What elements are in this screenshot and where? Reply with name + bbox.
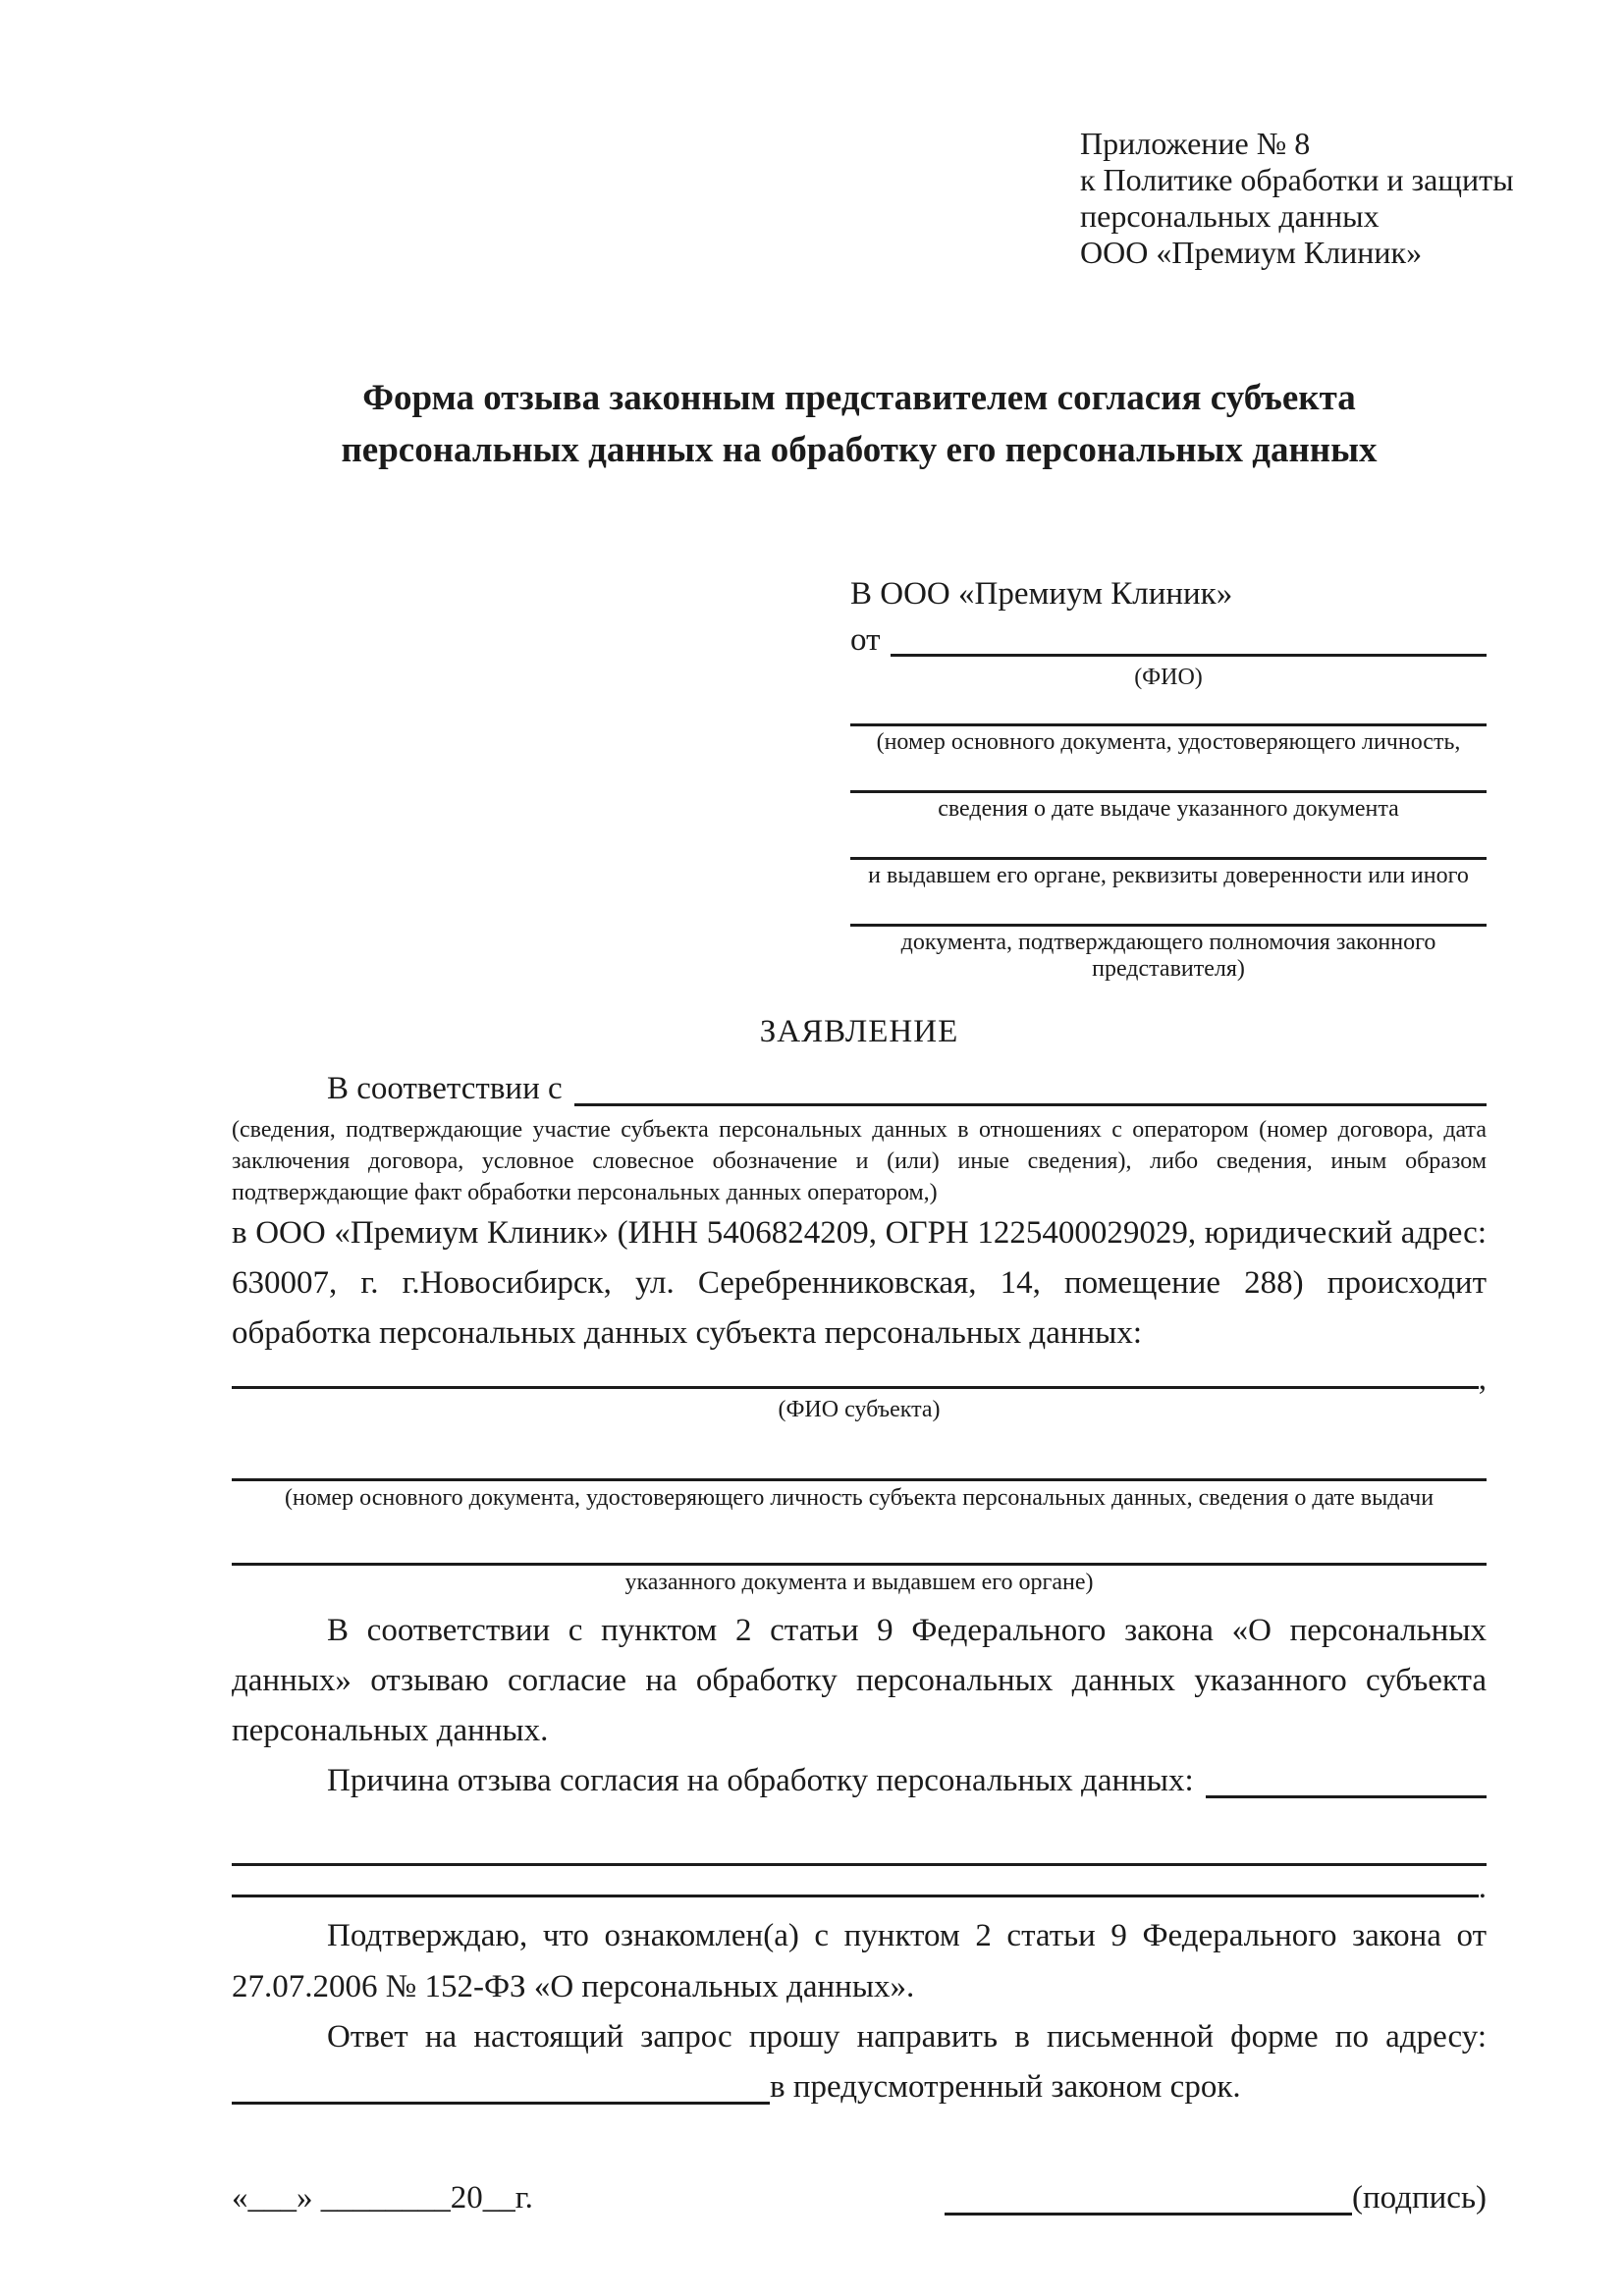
doc-authority-caption: и выдавшем его органе, реквизиты доверенности или иного xyxy=(868,862,1469,888)
doc-issue-date-blank xyxy=(850,758,1487,793)
withdraw-paragraph: В соответствии с пунктом 2 статьи 9 Федерального закона «О персональных данных» отзываю согласие на обработку персональных данных указанного субъекта персональных данных. xyxy=(232,1612,1487,1748)
signature-caption: (подпись) xyxy=(1352,2179,1487,2216)
reply-label-line: Ответ на настоящий запрос прошу направить в письменной форме по адресу: xyxy=(327,2018,1487,2055)
reply-address-blank xyxy=(232,2062,770,2105)
subject-fio-comma: , xyxy=(1478,1361,1487,1397)
operator-paragraph: в ООО «Премиум Клиник» (ИНН 5406824209, ОГРН 1225400029029, юридический адрес: 630007, г. г.Новосибирск, ул. Серебренниковская, 14, помещение 288) происходит обработка персональных данных субъекта персональных данных: xyxy=(232,1215,1487,1352)
addressee-block xyxy=(850,571,1487,983)
annex-line-personal-data: персональных данных xyxy=(1080,198,1380,235)
reply-address-row xyxy=(232,2062,1487,2112)
subject-fio-blank xyxy=(232,1362,1479,1389)
signoff-row xyxy=(232,2173,1487,2223)
according-row xyxy=(232,1064,1487,1114)
annex-line-company: ООО «Премиум Клиник» xyxy=(1080,235,1423,271)
reason-label: Причина отзыва согласия на обработку персональных данных: xyxy=(327,1762,1194,1798)
according-label: В соответствии с xyxy=(327,1070,563,1106)
addressee-doc-pair-4 xyxy=(850,891,1487,983)
according-note: (сведения, подтверждающие участие субъекта персональных данных в отношениях с оператором (номер договора, дата заключения договора, условное словесное обозначение и (или) иные сведения), либо сведения, иным образом подтверждающие факт обработки персональных данных оператором,) xyxy=(232,1116,1487,1206)
from-name-blank xyxy=(891,617,1488,657)
doc-powers-caption: документа, подтверждающего полномочия законного представителя) xyxy=(900,929,1436,982)
addressee-doc-pair-2 xyxy=(850,758,1487,823)
reason-blank-line-1 xyxy=(232,1822,1487,1866)
reason-blank-line-2 xyxy=(232,1870,1479,1897)
reason-period: . xyxy=(1478,1870,1487,1906)
addressee-from-row xyxy=(850,617,1487,665)
from-label: от xyxy=(850,622,881,659)
signature-blank xyxy=(945,2173,1352,2216)
subject-doc-caption-bottom: указанного документа и выдавшем его органе) xyxy=(624,1569,1094,1595)
statement-heading: ЗАЯВЛЕНИЕ xyxy=(759,1014,959,1050)
reply-suffix: в предусмотренный законом срок. xyxy=(770,2068,1241,2105)
confirm-paragraph: Подтверждаю, что ознакомлен(а) с пунктом 2 статьи 9 Федерального закона от 27.07.2006 № 152-ФЗ «О персональных данных». xyxy=(232,1918,1487,2004)
subject-fio-row xyxy=(232,1362,1487,1397)
doc-number-caption: (номер основного документа, удостоверяющего личность, xyxy=(876,729,1461,756)
doc-powers-blank xyxy=(850,891,1487,927)
addressee-doc-pair-1 xyxy=(850,691,1487,756)
subject-doc-caption-top: (номер основного документа, удостоверяющего личность субъекта персональных данных, сведения о дате выдачи xyxy=(284,1484,1435,1511)
subject-doc-blank-2 xyxy=(232,1522,1487,1566)
doc-number-blank xyxy=(850,691,1487,726)
doc-authority-blank xyxy=(850,825,1487,860)
form-title: Форма отзыва законным представителем согласия субъекта персональных данных на обработку его персональных данных xyxy=(341,378,1378,470)
doc-issue-date-caption: сведения о дате выдаче указанного документа xyxy=(938,795,1399,822)
according-blank xyxy=(574,1064,1487,1106)
signature-group xyxy=(945,2173,1487,2223)
date-blank-text: «___» ________20__г. xyxy=(232,2179,533,2216)
fio-caption: (ФИО) xyxy=(1134,665,1203,691)
annex-line-policy: к Политике обработки и защиты xyxy=(1080,162,1514,198)
subject-fio-caption: (ФИО субъекта) xyxy=(778,1396,941,1422)
reason-blank-row-2 xyxy=(232,1870,1487,1905)
addressee-doc-pair-3 xyxy=(850,825,1487,889)
reason-row xyxy=(232,1756,1487,1806)
annex-reference-block xyxy=(1080,126,1514,271)
reason-blank-inline xyxy=(1206,1756,1487,1798)
subject-doc-blank-1 xyxy=(232,1437,1487,1481)
addressee-to: В ООО «Премиум Клиник» xyxy=(850,575,1233,612)
annex-line-number: Приложение № 8 xyxy=(1080,126,1311,161)
